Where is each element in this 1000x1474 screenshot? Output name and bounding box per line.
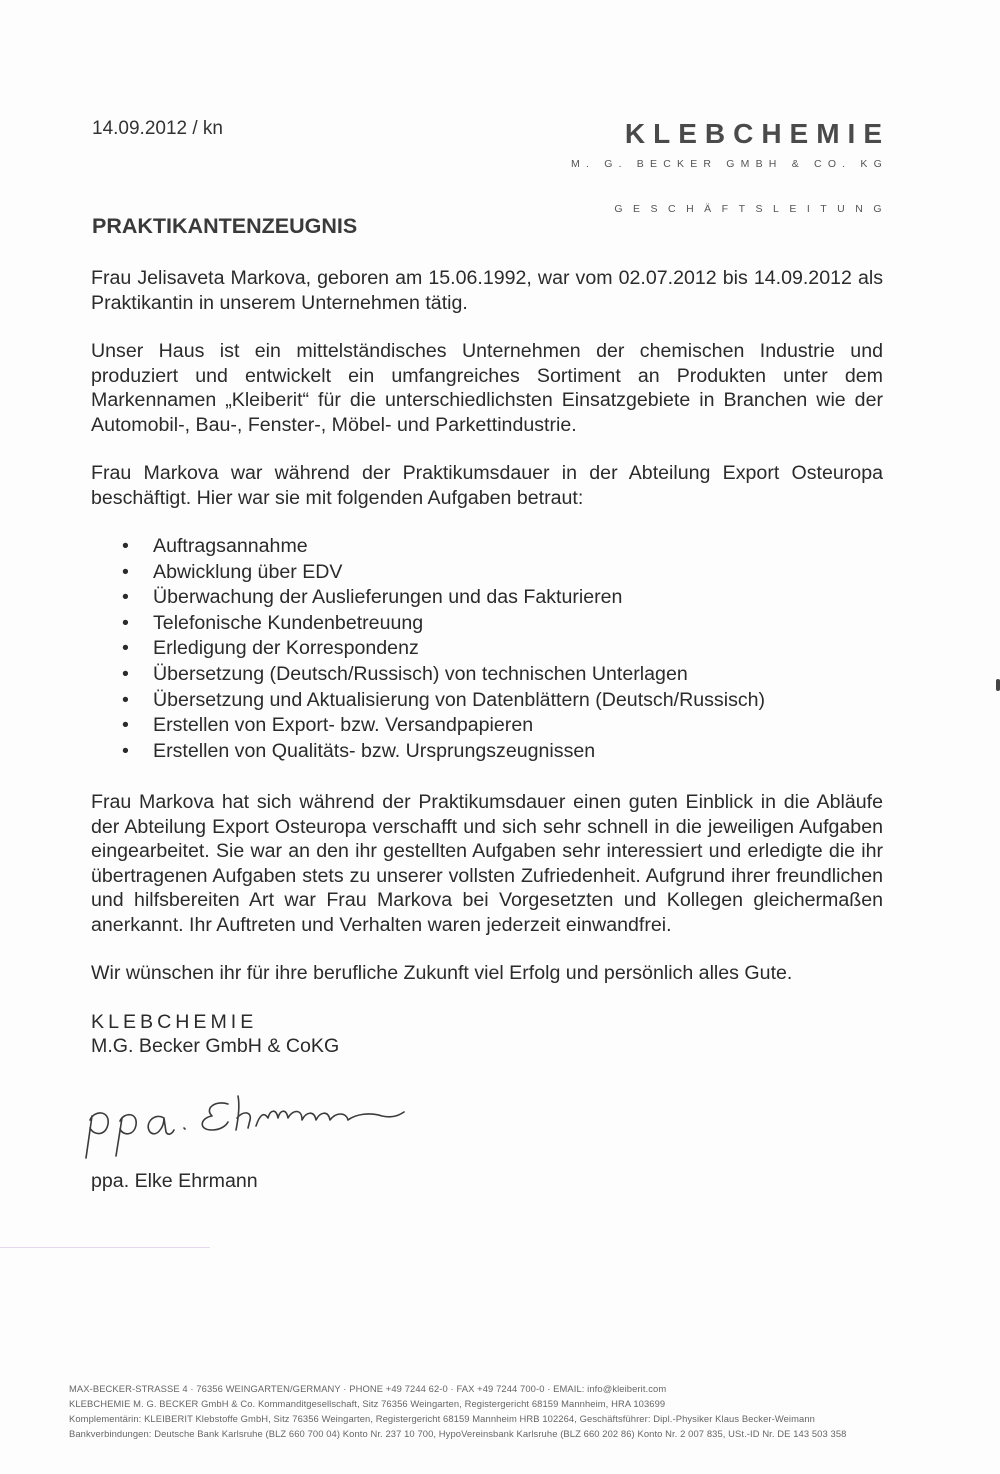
company-description-paragraph: Unser Haus ist ein mittelständisches Unternehmen der chemischen Industrie und produziert und entwickelt ein umfangreiches Sortiment an Produkten unter dem Markennamen „Kleiberit“ für die unterschiedlichsten Einsatzgebiete in Branchen wie der Automobil-, Bau-, Fenster-, Möbel- und Parkettindustrie. bbox=[91, 340, 883, 436]
signoff-company-name: M.G. Becker GmbH & CoKG bbox=[91, 1034, 340, 1057]
task-item: • Überwachung der Auslieferungen und das Fakturieren bbox=[153, 585, 883, 611]
task-item: • Auftragsannahme bbox=[153, 534, 883, 560]
scan-artifact bbox=[996, 679, 1000, 691]
handwritten-signature bbox=[80, 1088, 460, 1160]
logo-subtitle: M. G. BECKER GMBH & CO. KG bbox=[571, 158, 888, 170]
footer-address-line: MAX-BECKER-STRASSE 4 · 76356 WEINGARTEN/GERMANY · PHONE +49 7244 62-0 · FAX +49 7244 700-0 · EMAIL: info@kleiberit.com bbox=[69, 1383, 667, 1394]
logo-wordmark: KLEBCHEMIE bbox=[624, 118, 890, 149]
task-item: • Übersetzung (Deutsch/Russisch) von technischen Unterlagen bbox=[153, 662, 883, 688]
task-item: • Übersetzung und Aktualisierung von Datenblättern (Deutsch/Russisch) bbox=[153, 688, 883, 714]
department-label: GESCHÄFTSLEITUNG bbox=[614, 203, 892, 215]
task-item: • Telefonische Kundenbetreuung bbox=[153, 611, 883, 637]
signer-name: ppa. Elke Ehrmann bbox=[91, 1170, 258, 1192]
document-title: PRAKTIKANTENZEUGNIS bbox=[92, 214, 358, 238]
footer-bank-line: Bankverbindungen: Deutsche Bank Karlsruhe (BLZ 660 700 04) Konto Nr. 237 10 700, HypoVereinsbank Karlsruhe (BLZ 660 202 86) Konto Nr. 2 007 835, USt.-ID Nr. DE 143 503 358 bbox=[69, 1428, 847, 1439]
letterhead-footer bbox=[69, 1381, 846, 1441]
department-paragraph: Frau Markova war während der Praktikumsdauer in der Abteilung Export Osteuropa beschäftigt. Hier war sie mit folgenden Aufgaben betraut: bbox=[91, 462, 883, 509]
letter-body bbox=[91, 266, 883, 1058]
task-item: • Erstellen von Export- bzw. Versandpapieren bbox=[153, 713, 883, 739]
intro-paragraph: Frau Jelisaveta Markova, geboren am 15.06.1992, war vom 02.07.2012 bis 14.09.2012 als Praktikantin in unserem Unternehmen tätig. bbox=[91, 267, 883, 314]
assessment-paragraph: Frau Markova hat sich während der Praktikumsdauer einen guten Einblick in die Abläufe der Abteilung Export Osteuropa verschafft und sich sehr schnell in die jeweiligen Aufgaben eingearbeitet. Sie war an den ihr gestellten Aufgaben sehr interessiert und erledigte die ihr übertragenen Aufgaben stets zu unserer vollsten Zufriedenheit. Aufgrund ihrer freundlichen und hilfsbereiten Art war Frau Markova bei Vorgesetzten und Kollegen gleichermaßen anerkannt. Ihr Auftreten und Verhalten waren jederzeit einwandfrei. bbox=[91, 791, 883, 936]
task-item: • Erledigung der Korrespondenz bbox=[153, 636, 883, 662]
task-list bbox=[91, 534, 883, 764]
task-item: • Abwicklung über EDV bbox=[153, 560, 883, 586]
signoff-company-logo: KLEBCHEMIE bbox=[91, 1010, 258, 1033]
scan-line-artifact bbox=[0, 1247, 210, 1248]
task-item: • Erstellen von Qualitäts- bzw. Ursprungszeugnissen bbox=[153, 739, 883, 765]
signoff-company bbox=[91, 1010, 883, 1058]
date-reference: 14.09.2012 / kn bbox=[92, 118, 223, 139]
company-logo bbox=[571, 118, 890, 170]
footer-registry-line: KLEBCHEMIE M. G. BECKER GmbH & Co. Kommanditgesellschaft, Sitz 76356 Weingarten, Registergericht 68159 Mannheim, HRA 103699 bbox=[69, 1398, 666, 1409]
footer-partner-line: Komplementärin: KLEIBERIT Klebstoffe GmbH, Sitz 76356 Weingarten, Registergericht 68159 Mannheim HRB 102264, Geschäftsführer: Dipl.-Physiker Klaus Becker-Weimann bbox=[69, 1413, 815, 1424]
closing-paragraph: Wir wünschen ihr für ihre berufliche Zukunft viel Erfolg und persönlich alles Gute. bbox=[91, 962, 793, 985]
